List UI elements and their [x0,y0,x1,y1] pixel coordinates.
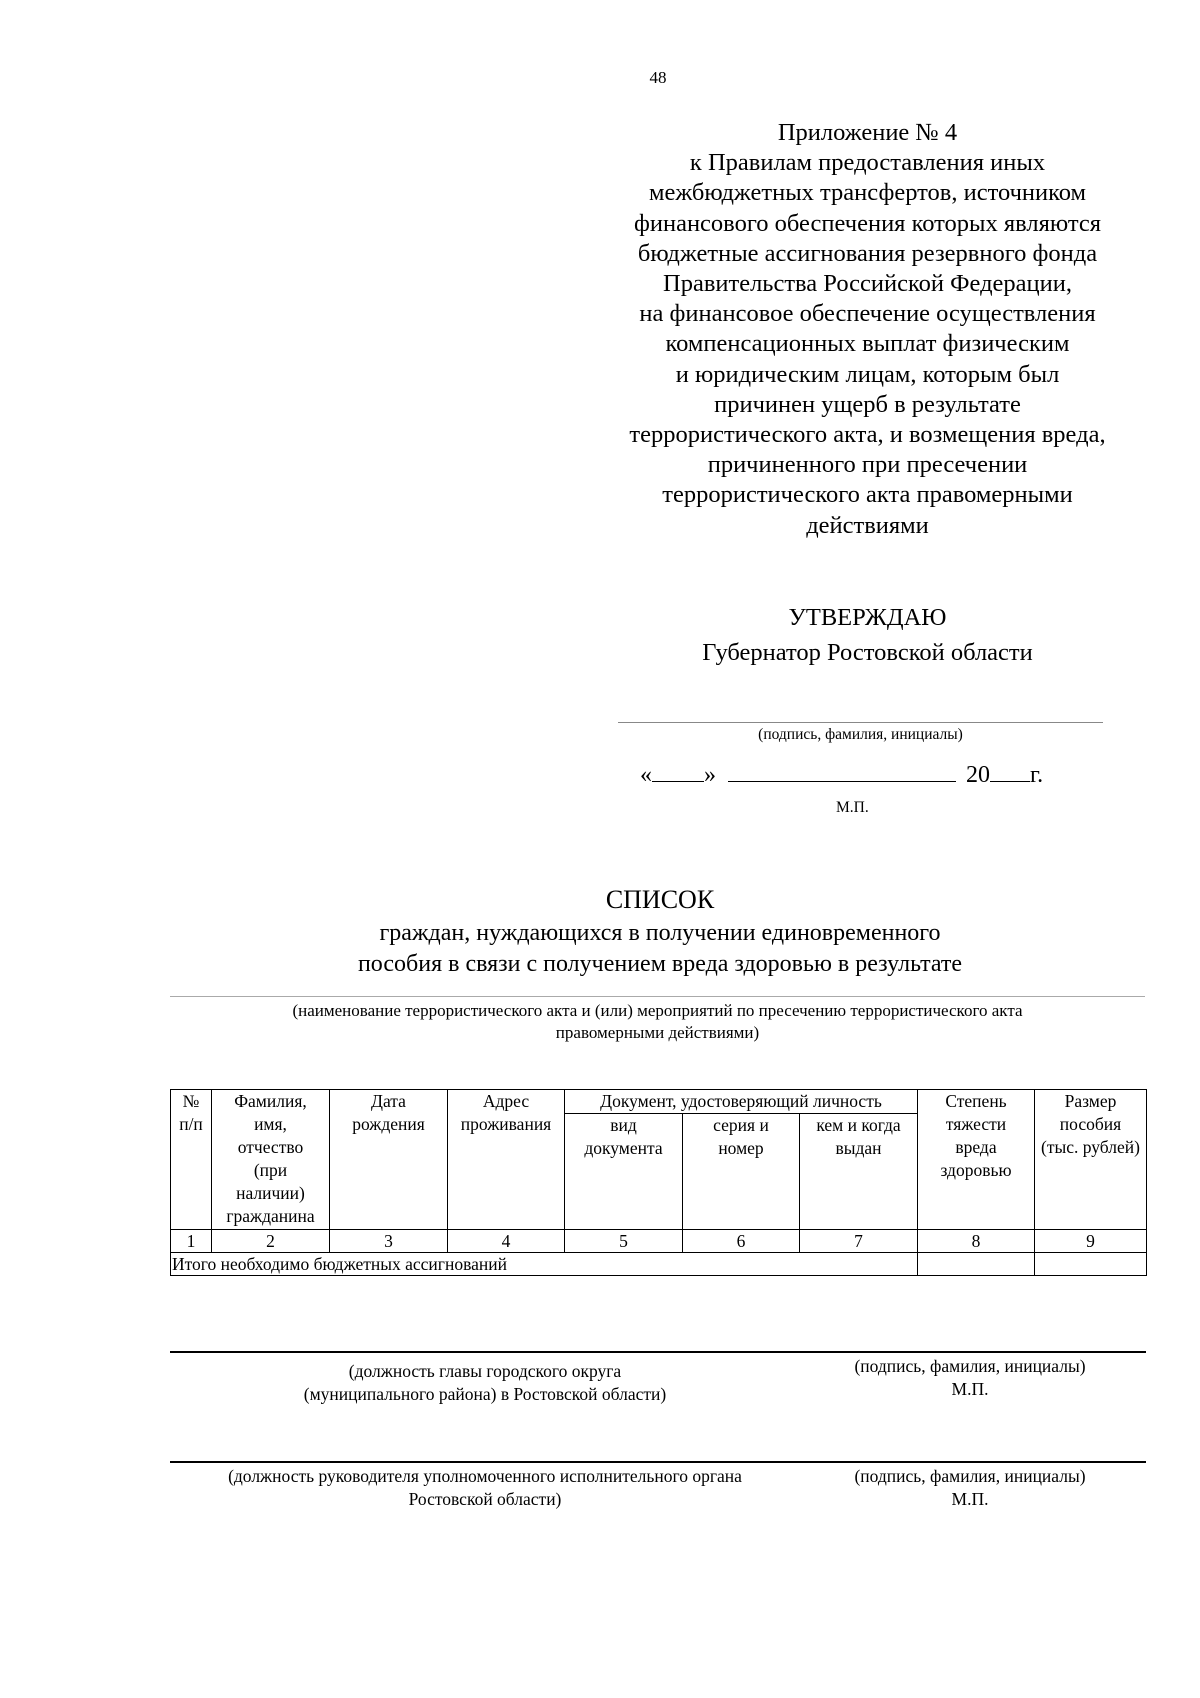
header-text: документа [584,1138,663,1158]
column-number: 9 [1035,1230,1147,1253]
header-text: гражданина [226,1206,315,1226]
header-text: проживания [460,1114,552,1134]
position-line: (должность руководителя уполномоченного исполнительного органа [228,1466,742,1486]
column-number: 4 [448,1230,565,1253]
signature-caption-1 [820,1355,1120,1401]
column-number: 1 [171,1230,212,1253]
signature-position-2 [170,1465,800,1511]
column-number: 3 [330,1230,448,1253]
header-text: отчество [237,1137,304,1157]
appendix-line: и юридическим лицам, которым был [675,360,1060,388]
column-number-row [171,1230,1147,1253]
date-open-quote: « [640,762,652,788]
col-header-doc-type [565,1114,683,1230]
date-day-blank[interactable] [652,761,704,782]
column-number: 8 [918,1230,1035,1253]
list-subtitle [170,918,1150,980]
header-text: наличии) [236,1183,305,1203]
header-text: имя, [254,1114,287,1134]
header-text: тяжести [945,1114,1007,1134]
appendix-line: финансового обеспечения которых являются [633,209,1102,237]
col-header-amount [1035,1090,1147,1230]
sign-stamp: М.П. [951,1379,989,1399]
header-text: вреда [955,1137,997,1157]
signature-rule-2[interactable] [170,1461,1146,1463]
header-text: пособия [1059,1114,1122,1134]
date-close-quote: » [704,762,716,788]
header-text: кем и когда [816,1115,901,1135]
citizens-table [170,1089,1147,1276]
table-header-row [171,1090,1147,1114]
appendix-line: межбюджетных трансфертов, источником [648,179,1087,207]
header-text: Адрес [482,1091,530,1111]
total-severity-cell[interactable] [918,1253,1035,1276]
page-number: 48 [649,68,667,87]
signature-rule-1[interactable] [170,1351,1146,1353]
col-header-birth [330,1090,448,1230]
column-number: 5 [565,1230,683,1253]
column-number: 2 [212,1230,330,1253]
position-line: (должность главы городского округа [348,1361,622,1381]
sign-stamp: М.П. [951,1489,989,1509]
header-text: выдан [835,1138,882,1158]
col-header-doc-issued [800,1114,918,1230]
act-name-line[interactable] [170,996,1145,997]
approval-signature-line[interactable] [618,722,1103,723]
date-year-blank[interactable] [990,761,1030,782]
approval-block [585,603,1150,667]
header-text: № [182,1091,200,1111]
header-text: Дата [371,1091,406,1111]
act-caption-line: (наименование террористического акта и (или) мероприятий по пресечению террористического акта [292,1001,1023,1020]
header-text: Размер [1064,1091,1117,1111]
col-header-num [171,1090,212,1230]
header-text: рождения [352,1114,425,1134]
appendix-header [585,118,1150,541]
approval-stamp: М.П. [836,799,869,816]
appendix-line: действиями [806,511,929,539]
sign-caption: (подпись, фамилия, инициалы) [854,1356,1086,1376]
position-line: (муниципального района) в Ростовской области) [303,1384,667,1404]
list-subtitle-line: граждан, нуждающихся в получении единовременного [379,920,941,946]
header-text: здоровью [940,1160,1012,1180]
header-text: (при [253,1160,288,1180]
header-text: Фамилия, [234,1091,307,1111]
appendix-line: причинен ущерб в результате [714,390,1021,418]
appendix-line: террористического акта, и возмещения вреда, [629,421,1106,449]
sign-caption: (подпись, фамилия, инициалы) [854,1466,1086,1486]
appendix-line: Приложение № 4 [777,119,958,146]
header-text: номер [718,1138,764,1158]
col-header-document: Документ, удостоверяющий личность [565,1090,918,1114]
approval-date-line [640,761,1043,789]
col-header-name [212,1090,330,1230]
date-year-prefix: 20 [966,762,990,788]
date-month-blank[interactable] [728,761,956,782]
appendix-line: компенсационных выплат физическим [665,330,1070,358]
header-text: вид [610,1115,637,1135]
appendix-line: причиненного при пресечении [707,451,1028,479]
position-line: Ростовской области) [408,1489,562,1509]
header-text: п/п [179,1114,203,1134]
appendix-line: на финансовое обеспечение осуществления [639,300,1096,328]
appendix-line: террористического акта правомерными [662,481,1073,509]
column-number: 7 [800,1230,918,1253]
total-row [171,1253,1147,1276]
list-subtitle-line: пособия в связи с получением вреда здоровью в результате [357,951,963,977]
total-amount-cell[interactable] [1035,1253,1147,1276]
date-year-suffix: г. [1030,762,1044,788]
signature-caption-2 [820,1465,1120,1511]
appendix-line: Правительства Российской Федерации, [663,270,1072,298]
col-header-doc-series [683,1114,800,1230]
approval-title: УТВЕРЖДАЮ [788,604,947,631]
column-number: 6 [683,1230,800,1253]
approval-signature-caption: (подпись, фамилия, инициалы) [758,726,963,743]
list-title: СПИСОК [605,885,715,914]
col-header-severity [918,1090,1035,1230]
col-header-address [448,1090,565,1230]
header-text: Степень [945,1091,1007,1111]
header-text: (тыс. рублей) [1041,1137,1140,1157]
appendix-line: к Правилам предоставления иных [689,149,1046,177]
total-label: Итого необходимо бюджетных ассигнований [171,1253,918,1276]
approval-position: Губернатор Ростовской области [702,639,1033,666]
appendix-line: бюджетные ассигнования резервного фонда [637,239,1098,267]
act-name-caption [170,1000,1145,1044]
act-caption-line: правомерными действиями) [555,1023,760,1042]
signature-position-1 [230,1360,740,1406]
header-text: серия и [713,1115,769,1135]
